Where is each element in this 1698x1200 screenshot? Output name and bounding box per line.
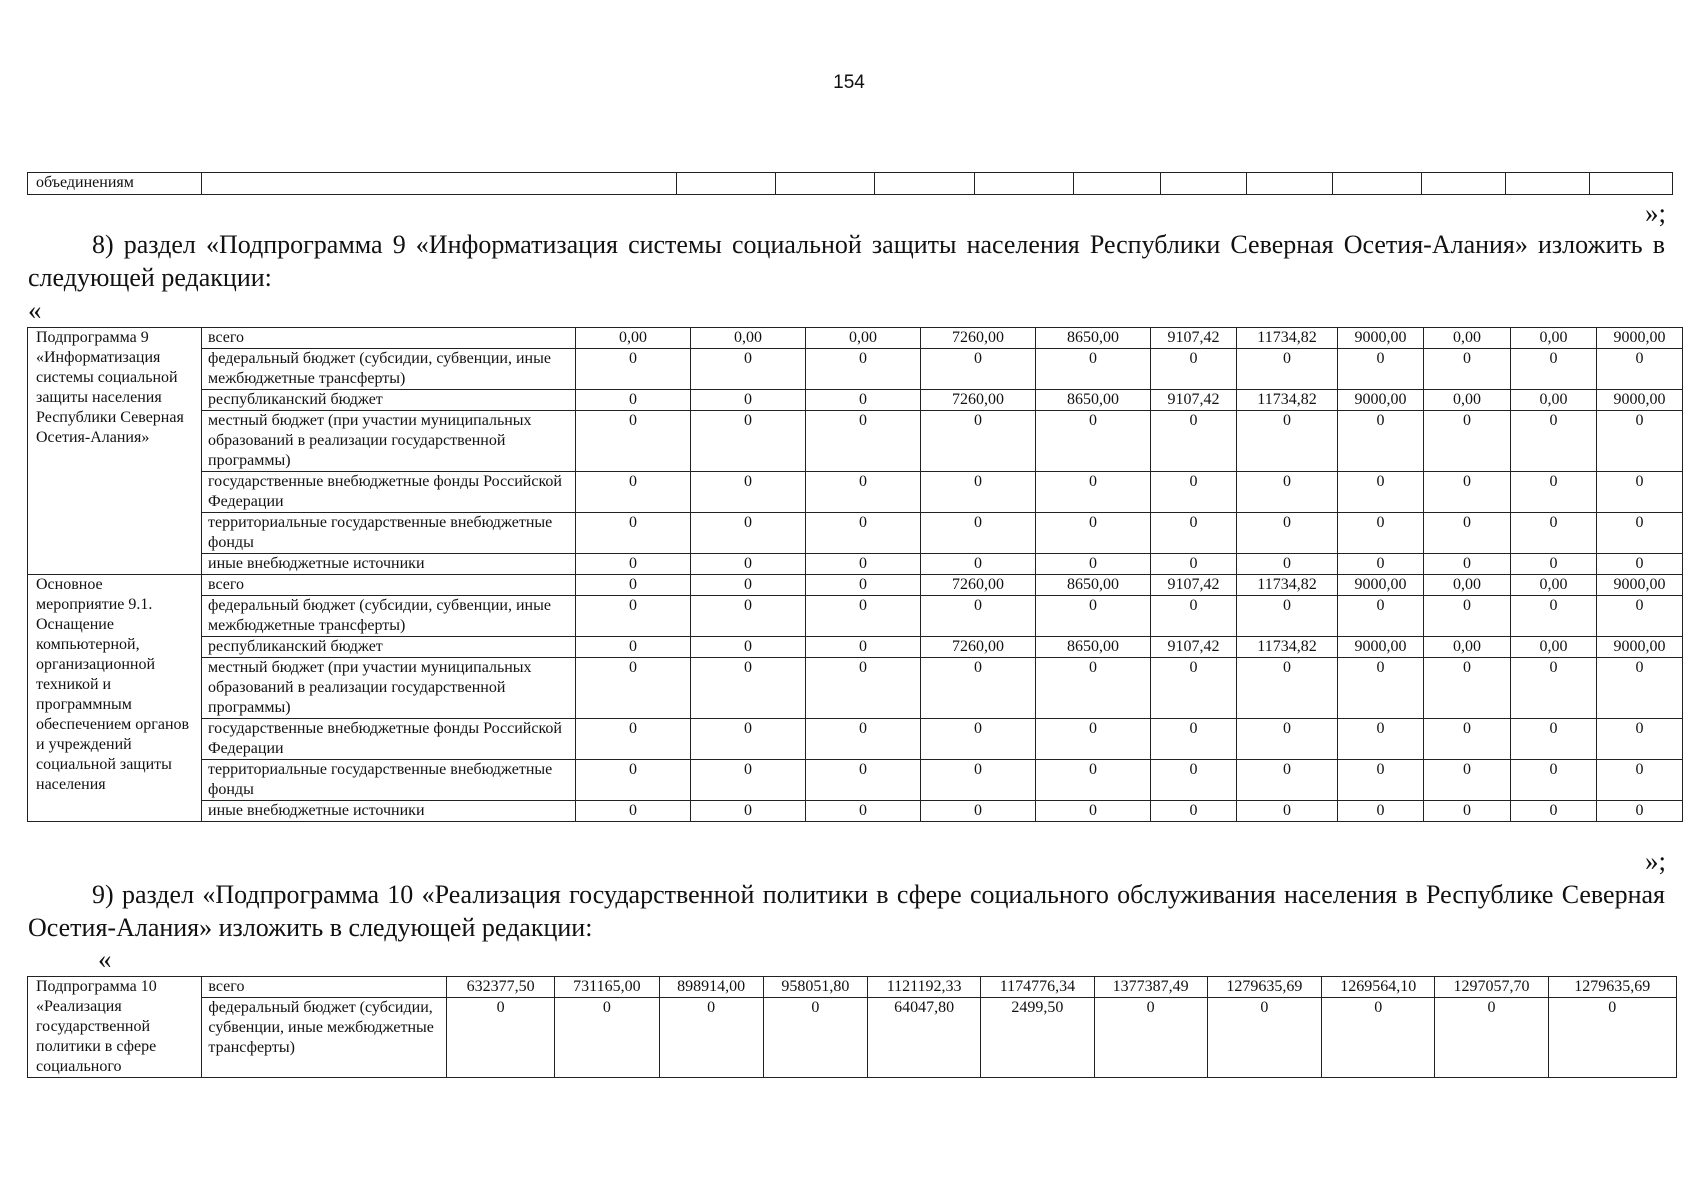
row-label: всего bbox=[202, 328, 576, 349]
value-cell: 0 bbox=[1511, 554, 1597, 575]
value-cell: 0 bbox=[1036, 596, 1151, 637]
value-cell: 8650,00 bbox=[1036, 328, 1151, 349]
value-cell: 0 bbox=[1424, 658, 1511, 719]
value-cell: 9000,00 bbox=[1597, 328, 1683, 349]
page-number: 154 bbox=[833, 72, 865, 93]
table-cell bbox=[677, 173, 776, 195]
row-label: государственные внебюджетные фонды Российской Федерации bbox=[202, 472, 576, 513]
value-cell: 11734,82 bbox=[1237, 575, 1338, 596]
value-cell: 0 bbox=[659, 998, 763, 1078]
value-cell: 0 bbox=[1511, 472, 1597, 513]
row-label: всего bbox=[202, 575, 576, 596]
row-label: местный бюджет (при участии муниципальных образований в реализации государственной программы) bbox=[202, 411, 576, 472]
value-cell: 0 bbox=[806, 390, 921, 411]
value-cell: 7260,00 bbox=[921, 637, 1036, 658]
row-label: республиканский бюджет bbox=[202, 390, 576, 411]
value-cell: 11734,82 bbox=[1237, 390, 1338, 411]
value-cell: 0 bbox=[1548, 998, 1676, 1078]
row-label: федеральный бюджет (субсидии, субвенции, иные межбюджетные трансферты) bbox=[202, 349, 576, 390]
value-cell: 0 bbox=[1036, 801, 1151, 822]
value-cell: 0 bbox=[1151, 596, 1237, 637]
value-cell: 0 bbox=[1094, 998, 1207, 1078]
value-cell: 0 bbox=[1036, 411, 1151, 472]
value-cell: 1279635,69 bbox=[1548, 977, 1676, 998]
value-cell: 0 bbox=[1511, 719, 1597, 760]
value-cell: 0 bbox=[1237, 472, 1338, 513]
value-cell: 8650,00 bbox=[1036, 637, 1151, 658]
table-row bbox=[28, 977, 1677, 998]
value-cell: 0 bbox=[1036, 513, 1151, 554]
value-cell: 731165,00 bbox=[555, 977, 659, 998]
value-cell: 958051,80 bbox=[763, 977, 867, 998]
value-cell: 0 bbox=[1511, 760, 1597, 801]
value-cell: 9107,42 bbox=[1151, 575, 1237, 596]
value-cell: 0 bbox=[1151, 349, 1237, 390]
value-cell: 9000,00 bbox=[1597, 390, 1683, 411]
table-cell bbox=[1333, 173, 1422, 195]
value-cell: 2499,50 bbox=[981, 998, 1094, 1078]
table-row bbox=[28, 328, 1683, 349]
table-row bbox=[28, 760, 1683, 801]
value-cell: 0 bbox=[1338, 411, 1424, 472]
value-cell: 0 bbox=[806, 349, 921, 390]
value-cell: 0 bbox=[1424, 801, 1511, 822]
table-cell bbox=[1506, 173, 1590, 195]
value-cell: 0 bbox=[1597, 719, 1683, 760]
closing-quote: »; bbox=[1644, 198, 1666, 228]
row-label: республиканский бюджет bbox=[202, 637, 576, 658]
table-row bbox=[28, 998, 1677, 1078]
value-cell: 0 bbox=[921, 658, 1036, 719]
value-cell: 0 bbox=[691, 349, 806, 390]
value-cell: 0 bbox=[576, 719, 691, 760]
opening-quote: « bbox=[98, 944, 112, 974]
table-row bbox=[28, 596, 1683, 637]
value-cell: 1377387,49 bbox=[1094, 977, 1207, 998]
value-cell: 9000,00 bbox=[1597, 637, 1683, 658]
value-cell: 9000,00 bbox=[1338, 637, 1424, 658]
opening-quote: « bbox=[28, 295, 42, 325]
value-cell: 0 bbox=[1424, 760, 1511, 801]
row-group-title: Подпрограмма 9 «Информатизация системы социальной защиты населения Республики Северная Осетия-Алания» bbox=[28, 328, 202, 575]
value-cell: 0 bbox=[763, 998, 867, 1078]
value-cell: 0 bbox=[1237, 411, 1338, 472]
table-row bbox=[28, 513, 1683, 554]
value-cell: 0 bbox=[1597, 554, 1683, 575]
value-cell: 0,00 bbox=[1511, 328, 1597, 349]
value-cell: 0 bbox=[1338, 658, 1424, 719]
table-cell bbox=[875, 173, 975, 195]
value-cell: 0,00 bbox=[1424, 637, 1511, 658]
value-cell: 0 bbox=[576, 760, 691, 801]
value-cell: 1174776,34 bbox=[981, 977, 1094, 998]
value-cell: 0 bbox=[691, 513, 806, 554]
value-cell: 0 bbox=[1435, 998, 1548, 1078]
value-cell: 0 bbox=[691, 554, 806, 575]
row-group-title: Подпрограмма 10 «Реализация государственной политики в сфере социального bbox=[28, 977, 202, 1078]
value-cell: 0 bbox=[806, 554, 921, 575]
value-cell: 0 bbox=[1338, 554, 1424, 575]
table-row bbox=[28, 472, 1683, 513]
value-cell: 0 bbox=[447, 998, 555, 1078]
value-cell: 7260,00 bbox=[921, 390, 1036, 411]
value-cell: 0 bbox=[576, 637, 691, 658]
value-cell: 0 bbox=[1151, 801, 1237, 822]
value-cell: 0 bbox=[691, 719, 806, 760]
value-cell: 0 bbox=[1424, 596, 1511, 637]
value-cell: 11734,82 bbox=[1237, 637, 1338, 658]
value-cell: 0 bbox=[921, 513, 1036, 554]
value-cell: 0 bbox=[1597, 349, 1683, 390]
value-cell: 0 bbox=[1424, 554, 1511, 575]
value-cell: 0 bbox=[1424, 411, 1511, 472]
value-cell: 0 bbox=[1237, 801, 1338, 822]
value-cell: 0 bbox=[1511, 801, 1597, 822]
value-cell: 1269564,10 bbox=[1322, 977, 1435, 998]
value-cell: 0 bbox=[1338, 760, 1424, 801]
row-label: местный бюджет (при участии муниципальных образований в реализации государственной программы) bbox=[202, 658, 576, 719]
value-cell: 0 bbox=[1237, 719, 1338, 760]
table-row bbox=[28, 173, 1673, 195]
value-cell: 0 bbox=[1237, 760, 1338, 801]
value-cell: 0 bbox=[806, 472, 921, 513]
value-cell: 0 bbox=[921, 801, 1036, 822]
value-cell: 0 bbox=[691, 760, 806, 801]
value-cell: 632377,50 bbox=[447, 977, 555, 998]
value-cell: 0 bbox=[1597, 596, 1683, 637]
row-label: иные внебюджетные источники bbox=[202, 554, 576, 575]
value-cell: 0 bbox=[921, 719, 1036, 760]
value-cell: 0 bbox=[921, 411, 1036, 472]
value-cell: 0 bbox=[691, 411, 806, 472]
value-cell: 0 bbox=[576, 472, 691, 513]
section-8-text: 8) раздел «Подпрограмма 9 «Информатизация системы социальной защиты населения Республики Северная Осетия-Алания» изложить в следующей редакции: bbox=[28, 230, 1665, 292]
value-cell: 0 bbox=[806, 760, 921, 801]
value-cell: 0 bbox=[806, 513, 921, 554]
value-cell: 0 bbox=[806, 719, 921, 760]
value-cell: 8650,00 bbox=[1036, 575, 1151, 596]
table-row bbox=[28, 575, 1683, 596]
value-cell: 0 bbox=[1036, 760, 1151, 801]
subprogram-9-table bbox=[27, 327, 1683, 822]
value-cell: 0 bbox=[1424, 472, 1511, 513]
value-cell: 0 bbox=[576, 575, 691, 596]
subprogram-10-table bbox=[27, 976, 1677, 1078]
table-cell bbox=[776, 173, 875, 195]
value-cell: 0 bbox=[1338, 349, 1424, 390]
value-cell: 0 bbox=[1036, 349, 1151, 390]
value-cell: 0 bbox=[1036, 554, 1151, 575]
table-row bbox=[28, 719, 1683, 760]
table-row bbox=[28, 554, 1683, 575]
value-cell: 9000,00 bbox=[1597, 575, 1683, 596]
closing-quote: »; bbox=[1644, 846, 1666, 876]
value-cell: 0 bbox=[1151, 554, 1237, 575]
value-cell: 0 bbox=[1322, 998, 1435, 1078]
value-cell: 0 bbox=[1424, 349, 1511, 390]
value-cell: 9107,42 bbox=[1151, 390, 1237, 411]
value-cell: 0 bbox=[1597, 801, 1683, 822]
value-cell: 0 bbox=[1511, 658, 1597, 719]
table-cell bbox=[1161, 173, 1247, 195]
value-cell: 0 bbox=[921, 760, 1036, 801]
row-label: иные внебюджетные источники bbox=[202, 801, 576, 822]
table-row bbox=[28, 349, 1683, 390]
row-label: федеральный бюджет (субсидии, субвенции, иные межбюджетные трансферты) bbox=[202, 596, 576, 637]
value-cell: 0 bbox=[1597, 411, 1683, 472]
value-cell: 0 bbox=[576, 349, 691, 390]
section-8-paragraph bbox=[28, 228, 1665, 294]
value-cell: 0 bbox=[1338, 719, 1424, 760]
value-cell: 0 bbox=[1511, 411, 1597, 472]
row-label: территориальные государственные внебюджетные фонды bbox=[202, 513, 576, 554]
value-cell: 0 bbox=[691, 390, 806, 411]
table-row bbox=[28, 637, 1683, 658]
top-fragment-table bbox=[27, 172, 1673, 195]
value-cell: 0 bbox=[1237, 554, 1338, 575]
value-cell: 0 bbox=[1237, 658, 1338, 719]
value-cell: 9000,00 bbox=[1338, 390, 1424, 411]
value-cell: 0 bbox=[806, 575, 921, 596]
value-cell: 0 bbox=[806, 637, 921, 658]
value-cell: 0 bbox=[1151, 760, 1237, 801]
value-cell: 0 bbox=[691, 658, 806, 719]
value-cell: 0 bbox=[1424, 719, 1511, 760]
value-cell: 0 bbox=[576, 390, 691, 411]
value-cell: 0 bbox=[1237, 596, 1338, 637]
value-cell: 0 bbox=[1151, 513, 1237, 554]
value-cell: 0 bbox=[1338, 596, 1424, 637]
value-cell: 0 bbox=[1237, 513, 1338, 554]
value-cell: 0,00 bbox=[806, 328, 921, 349]
value-cell: 0 bbox=[1597, 760, 1683, 801]
value-cell: 0,00 bbox=[1424, 575, 1511, 596]
value-cell: 8650,00 bbox=[1036, 390, 1151, 411]
value-cell: 0 bbox=[691, 472, 806, 513]
value-cell: 0 bbox=[806, 411, 921, 472]
value-cell: 0 bbox=[691, 801, 806, 822]
table-cell bbox=[1422, 173, 1506, 195]
value-cell: 0 bbox=[1597, 472, 1683, 513]
value-cell: 9107,42 bbox=[1151, 328, 1237, 349]
value-cell: 0 bbox=[921, 349, 1036, 390]
value-cell: 0 bbox=[806, 658, 921, 719]
table-cell bbox=[1590, 173, 1673, 195]
value-cell: 0 bbox=[1036, 658, 1151, 719]
value-cell: 0 bbox=[1151, 411, 1237, 472]
value-cell: 0 bbox=[806, 596, 921, 637]
value-cell: 1297057,70 bbox=[1435, 977, 1548, 998]
value-cell: 0 bbox=[921, 596, 1036, 637]
value-cell: 0,00 bbox=[691, 328, 806, 349]
value-cell: 0,00 bbox=[1511, 637, 1597, 658]
value-cell: 0 bbox=[1151, 472, 1237, 513]
value-cell: 0,00 bbox=[1511, 575, 1597, 596]
value-cell: 0 bbox=[1036, 472, 1151, 513]
table-row bbox=[28, 658, 1683, 719]
table-row bbox=[28, 411, 1683, 472]
value-cell: 0 bbox=[576, 658, 691, 719]
value-cell: 0 bbox=[691, 637, 806, 658]
value-cell: 0 bbox=[1237, 349, 1338, 390]
value-cell: 0 bbox=[1338, 801, 1424, 822]
table-cell bbox=[975, 173, 1074, 195]
table-cell bbox=[1074, 173, 1161, 195]
value-cell: 0 bbox=[921, 472, 1036, 513]
section-9-paragraph bbox=[28, 878, 1665, 944]
value-cell: 898914,00 bbox=[659, 977, 763, 998]
value-cell: 0 bbox=[1207, 998, 1321, 1078]
section-9-text: 9) раздел «Подпрограмма 10 «Реализация государственной политики в сфере социального обслуживания населения в Республике Северная Осетия-Алания» изложить в следующей редакции: bbox=[28, 880, 1665, 942]
value-cell: 0 bbox=[1511, 596, 1597, 637]
value-cell: 9000,00 bbox=[1338, 328, 1424, 349]
value-cell: 0 bbox=[1511, 349, 1597, 390]
row-label: федеральный бюджет (субсидии, субвенции, иные межбюджетные трансферты) bbox=[202, 998, 447, 1078]
table-row bbox=[28, 390, 1683, 411]
value-cell: 0 bbox=[576, 554, 691, 575]
value-cell: 9000,00 bbox=[1338, 575, 1424, 596]
value-cell: 0,00 bbox=[1424, 390, 1511, 411]
row-label: всего bbox=[202, 977, 447, 998]
value-cell: 0 bbox=[576, 513, 691, 554]
value-cell: 1279635,69 bbox=[1207, 977, 1321, 998]
value-cell: 0 bbox=[806, 801, 921, 822]
value-cell: 11734,82 bbox=[1237, 328, 1338, 349]
value-cell: 0 bbox=[691, 596, 806, 637]
value-cell: 0 bbox=[576, 596, 691, 637]
table-cell bbox=[1247, 173, 1333, 195]
value-cell: 7260,00 bbox=[921, 328, 1036, 349]
value-cell: 0 bbox=[555, 998, 659, 1078]
value-cell: 0 bbox=[1597, 513, 1683, 554]
value-cell: 0 bbox=[1424, 513, 1511, 554]
value-cell: 0,00 bbox=[1424, 328, 1511, 349]
value-cell: 0 bbox=[1036, 719, 1151, 760]
value-cell: 0 bbox=[1597, 658, 1683, 719]
row-group-title: Основное мероприятие 9.1. Оснащение компьютерной, организационной техникой и программным обеспечением органов и учреждений социальной защиты населения bbox=[28, 575, 202, 822]
value-cell: 0 bbox=[921, 554, 1036, 575]
row-label: государственные внебюджетные фонды Российской Федерации bbox=[202, 719, 576, 760]
table-cell bbox=[202, 173, 677, 195]
value-cell: 0 bbox=[1338, 472, 1424, 513]
value-cell: 0 bbox=[576, 801, 691, 822]
value-cell: 0 bbox=[1151, 658, 1237, 719]
value-cell: 0 bbox=[1511, 513, 1597, 554]
value-cell: 0,00 bbox=[576, 328, 691, 349]
value-cell: 64047,80 bbox=[868, 998, 981, 1078]
value-cell: 0 bbox=[691, 575, 806, 596]
row-label: территориальные государственные внебюджетные фонды bbox=[202, 760, 576, 801]
value-cell: 9107,42 bbox=[1151, 637, 1237, 658]
value-cell: 1121192,33 bbox=[868, 977, 981, 998]
table-cell: объединениям bbox=[28, 173, 202, 195]
value-cell: 0,00 bbox=[1511, 390, 1597, 411]
table-row bbox=[28, 801, 1683, 822]
value-cell: 0 bbox=[576, 411, 691, 472]
value-cell: 0 bbox=[1151, 719, 1237, 760]
value-cell: 7260,00 bbox=[921, 575, 1036, 596]
value-cell: 0 bbox=[1338, 513, 1424, 554]
